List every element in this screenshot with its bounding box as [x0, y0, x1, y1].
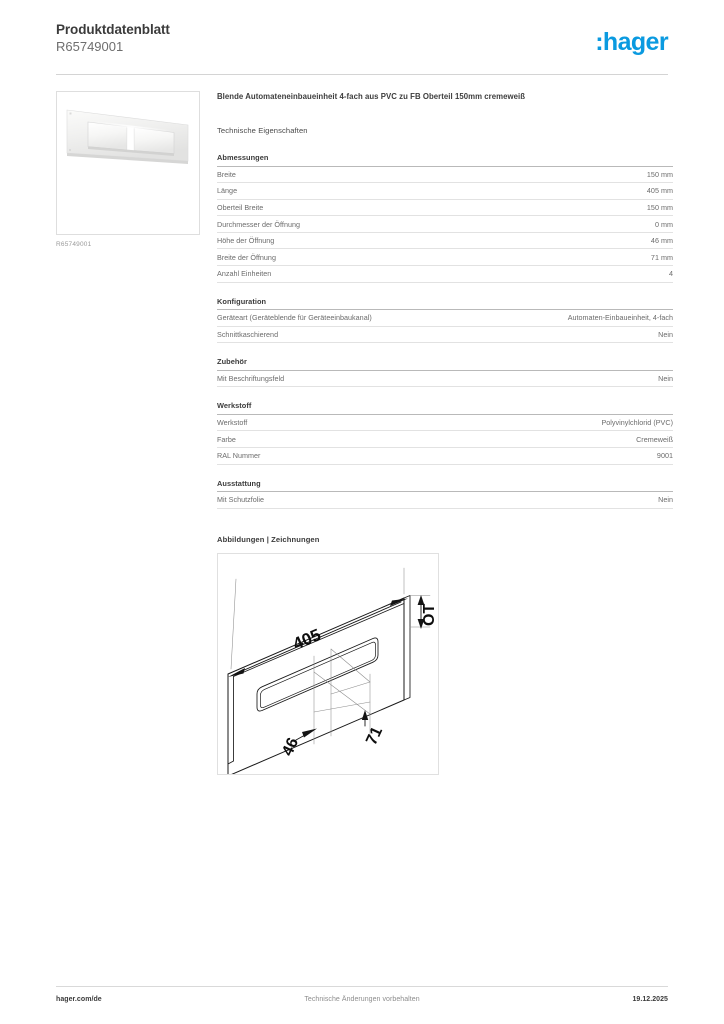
spec-row	[217, 266, 673, 283]
header-divider	[56, 74, 668, 75]
spec-row	[217, 448, 673, 465]
spec-value: 405 mm	[646, 186, 673, 196]
spec-group-title: Zubehör	[217, 357, 673, 371]
dimension-label-opening-width: 71	[363, 723, 387, 748]
spec-label: Höhe der Öffnung	[217, 236, 275, 246]
spec-value: Automaten-Einbaueinheit, 4-fach	[567, 313, 673, 323]
drawings-heading: Abbildungen | Zeichnungen	[217, 534, 320, 544]
footer-date: 19.12.2025	[632, 996, 668, 1003]
spec-group	[217, 357, 673, 387]
page-title: Produktdatenblatt	[56, 22, 170, 37]
spec-label: Oberteil Breite	[217, 203, 264, 213]
spec-row	[217, 216, 673, 233]
spec-label: Mit Beschriftungsfeld	[217, 374, 285, 384]
spec-row	[217, 310, 673, 327]
spec-label: Durchmesser der Öffnung	[217, 219, 301, 229]
spec-group-title: Ausstattung	[217, 479, 673, 493]
spec-group	[217, 153, 673, 283]
spec-label: Breite	[217, 169, 236, 179]
spec-row	[217, 327, 673, 344]
product-figure	[56, 91, 202, 248]
footer-disclaimer: Technische Änderungen vorbehalten	[304, 996, 420, 1003]
product-name: Blende Automateneinbaueinheit 4-fach aus PVC zu FB Oberteil 150mm cremeweiß	[217, 92, 526, 101]
page-footer	[56, 996, 668, 1010]
spec-value: 0 mm	[654, 219, 673, 229]
spec-value: 150 mm	[646, 203, 673, 213]
hager-logo[interactable]: :hager	[595, 28, 668, 56]
spec-row	[217, 415, 673, 432]
spec-value: Nein	[658, 495, 673, 505]
spec-label: Farbe	[217, 434, 236, 444]
spec-label: Mit Schutzfolie	[217, 495, 265, 505]
spec-group-title: Werkstoff	[217, 401, 673, 415]
spec-group-title: Abmessungen	[217, 153, 673, 167]
spec-row	[217, 233, 673, 250]
technical-drawing	[218, 554, 438, 774]
spec-value: 150 mm	[646, 169, 673, 179]
product-image-frame[interactable]	[56, 91, 200, 235]
specifications-container	[217, 153, 673, 509]
spec-group	[217, 297, 673, 344]
spec-row	[217, 200, 673, 217]
product-image-caption: R65749001	[56, 241, 92, 248]
spec-value: 9001	[656, 451, 673, 461]
spec-value: Cremeweiß	[636, 434, 673, 444]
spec-label: Länge	[217, 186, 238, 196]
technical-drawing-frame[interactable]	[217, 553, 439, 775]
spec-label: Anzahl Einheiten	[217, 269, 272, 279]
spec-value: 46 mm	[650, 236, 673, 246]
spec-label: Geräteart (Geräteblende für Geräteeinbaukanal)	[217, 313, 372, 323]
spec-group	[217, 479, 673, 509]
spec-row	[217, 431, 673, 448]
dimension-label-length: 405	[290, 624, 324, 654]
footer-divider	[56, 986, 668, 987]
spec-row	[217, 371, 673, 388]
spec-label: Werkstoff	[217, 418, 248, 428]
technical-properties-heading: Technische Eigenschaften	[217, 126, 308, 135]
dimension-label-oberteil: OT	[421, 603, 438, 626]
page-header	[56, 22, 668, 74]
spec-value: 4	[668, 269, 673, 279]
product-photo	[57, 92, 199, 234]
spec-value: Nein	[658, 374, 673, 384]
spec-value: 71 mm	[650, 252, 673, 262]
main-content	[217, 91, 673, 775]
spec-row	[217, 167, 673, 184]
spec-group-title: Konfiguration	[217, 297, 673, 311]
spec-row	[217, 492, 673, 509]
spec-value: Nein	[658, 330, 673, 340]
spec-row	[217, 249, 673, 266]
spec-label: RAL Nummer	[217, 451, 261, 461]
spec-row	[217, 183, 673, 200]
footer-website-link[interactable]: hager.com/de	[56, 996, 102, 1003]
spec-value: Polyvinylchlorid (PVC)	[601, 418, 673, 428]
spec-label: Schnittkaschierend	[217, 330, 279, 340]
document-reference: R65749001	[56, 39, 124, 54]
spec-label: Breite der Öffnung	[217, 252, 276, 262]
spec-group	[217, 401, 673, 464]
dimension-label-opening-height: 46	[279, 734, 303, 759]
